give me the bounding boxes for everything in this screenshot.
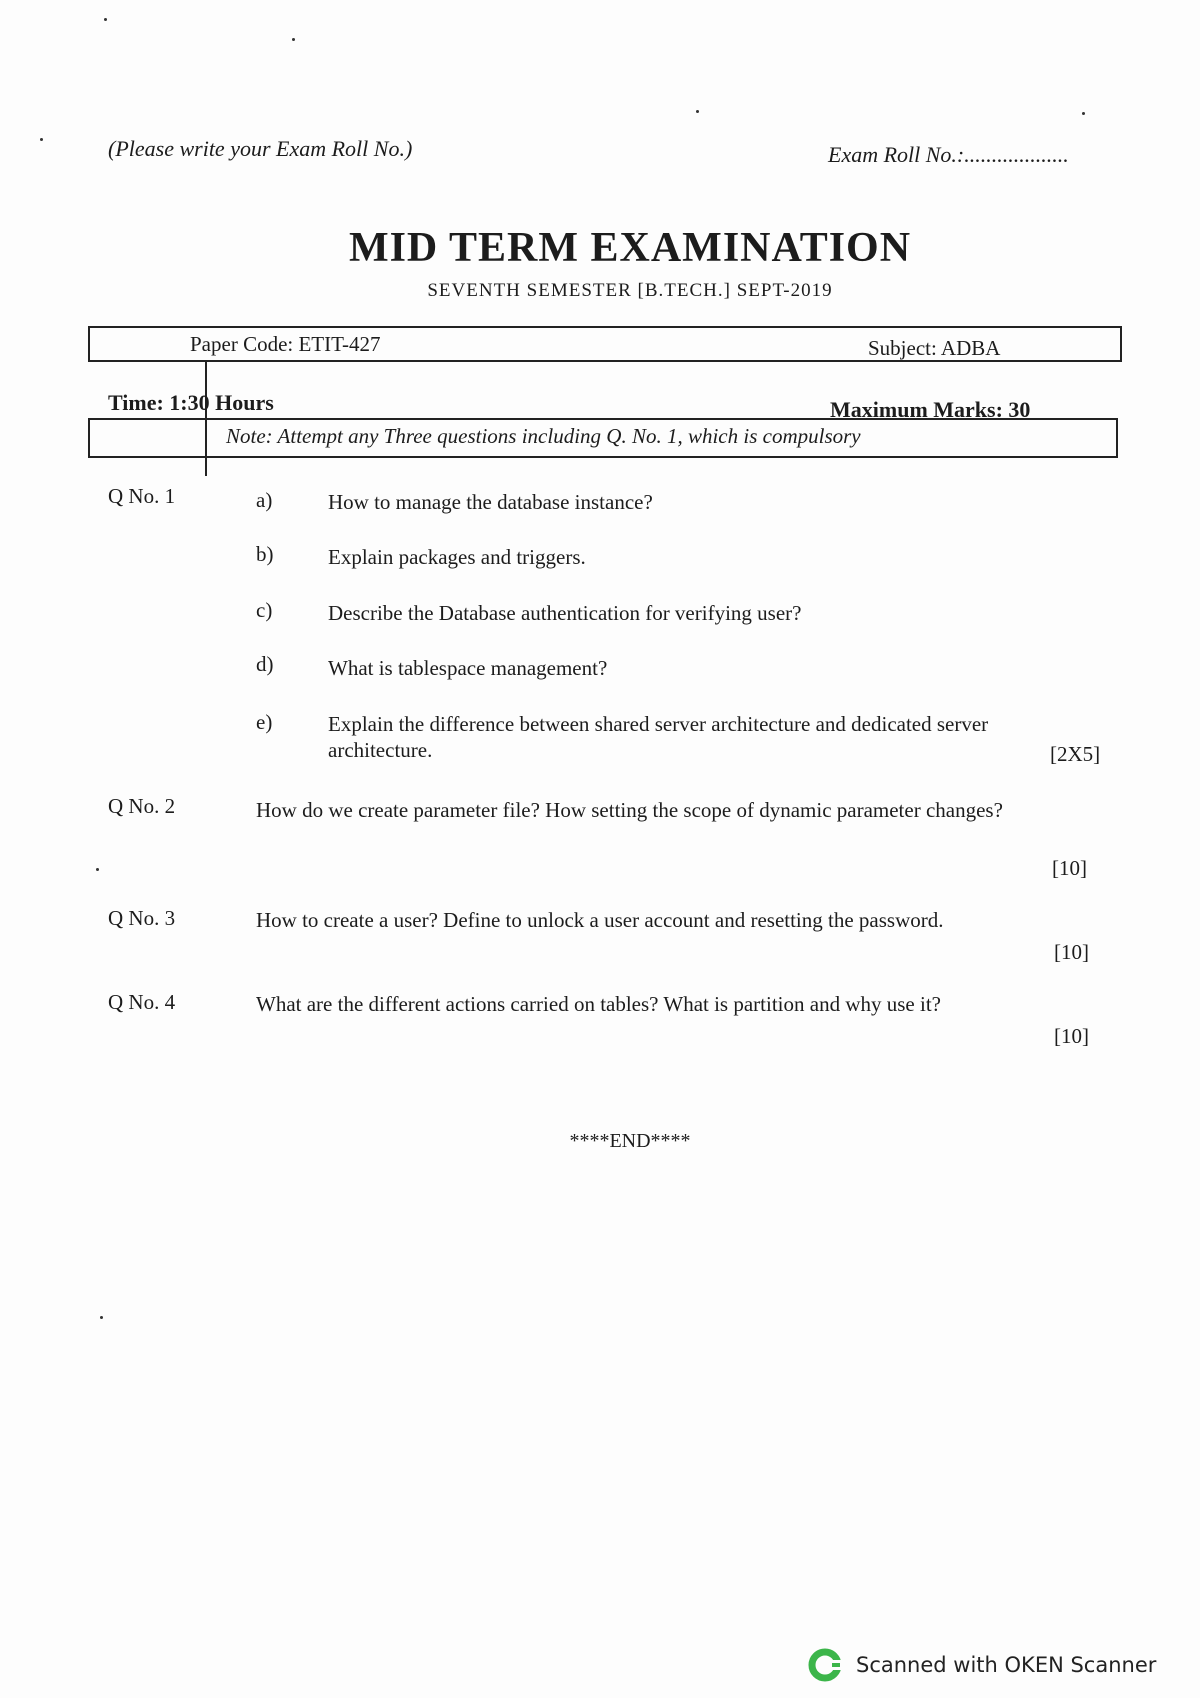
paper-code: Paper Code: ETIT-427 bbox=[190, 332, 381, 356]
roll-number-hint: (Please write your Exam Roll No.) bbox=[108, 136, 413, 161]
sub-question-label: c) bbox=[256, 598, 273, 622]
question-marks: [10] bbox=[1052, 856, 1087, 880]
sub-question-text: Describe the Database authentication for verifying user? bbox=[328, 601, 802, 625]
scan-speck bbox=[696, 110, 699, 113]
scanner-watermark-text: Scanned with OKEN Scanner bbox=[856, 1653, 1157, 1677]
scan-speck bbox=[96, 868, 99, 871]
scan-speck bbox=[104, 18, 107, 21]
sub-question-text: What is tablespace management? bbox=[328, 656, 608, 680]
exam-note: Note: Attempt any Three questions including Q. No. 1, which is compulsory bbox=[226, 424, 861, 448]
question-number: Q No. 4 bbox=[108, 990, 176, 1014]
question-text: What are the different actions carried on tables? What is partition and why use it? bbox=[256, 992, 941, 1016]
scanner-watermark bbox=[808, 1648, 1156, 1682]
exam-subtitle: SEVENTH SEMESTER [B.TECH.] SEPT-2019 bbox=[427, 280, 833, 301]
oken-scanner-logo-icon bbox=[808, 1648, 842, 1682]
maximum-marks: Maximum Marks: 30 bbox=[830, 397, 1031, 422]
sub-question-label: e) bbox=[256, 710, 273, 734]
question-marks: [10] bbox=[1054, 1024, 1089, 1048]
exam-title: MID TERM EXAMINATION bbox=[348, 225, 912, 271]
sub-question-label: b) bbox=[256, 542, 274, 566]
question-number: Q No. 3 bbox=[108, 906, 176, 930]
sub-question-text-continued: architecture. bbox=[328, 738, 433, 762]
scan-speck bbox=[1082, 112, 1085, 115]
question-marks: [10] bbox=[1054, 940, 1089, 964]
sub-question-label: a) bbox=[256, 488, 273, 512]
scan-speck bbox=[100, 1316, 103, 1319]
question-marks: [2X5] bbox=[1050, 742, 1101, 766]
sub-question-label: d) bbox=[256, 652, 274, 676]
scan-speck bbox=[40, 138, 43, 141]
end-marker: ****END**** bbox=[569, 1130, 691, 1152]
sub-question-text: Explain the difference between shared server architecture and dedicated server bbox=[328, 712, 989, 736]
roll-number-field: Exam Roll No.:................... bbox=[828, 142, 1069, 167]
question-number: Q No. 2 bbox=[108, 794, 176, 818]
exam-time: Time: 1:30 Hours bbox=[108, 390, 274, 415]
scan-speck bbox=[292, 38, 295, 41]
sub-question-text: Explain packages and triggers. bbox=[328, 545, 586, 569]
subject: Subject: ADBA bbox=[868, 336, 1001, 360]
question-text: How to create a user? Define to unlock a user account and resetting the password. bbox=[256, 908, 944, 932]
question-text: How do we create parameter file? How setting the scope of dynamic parameter changes? bbox=[256, 798, 1003, 822]
question-number: Q No. 1 bbox=[108, 484, 176, 508]
sub-question-text: How to manage the database instance? bbox=[328, 490, 653, 514]
